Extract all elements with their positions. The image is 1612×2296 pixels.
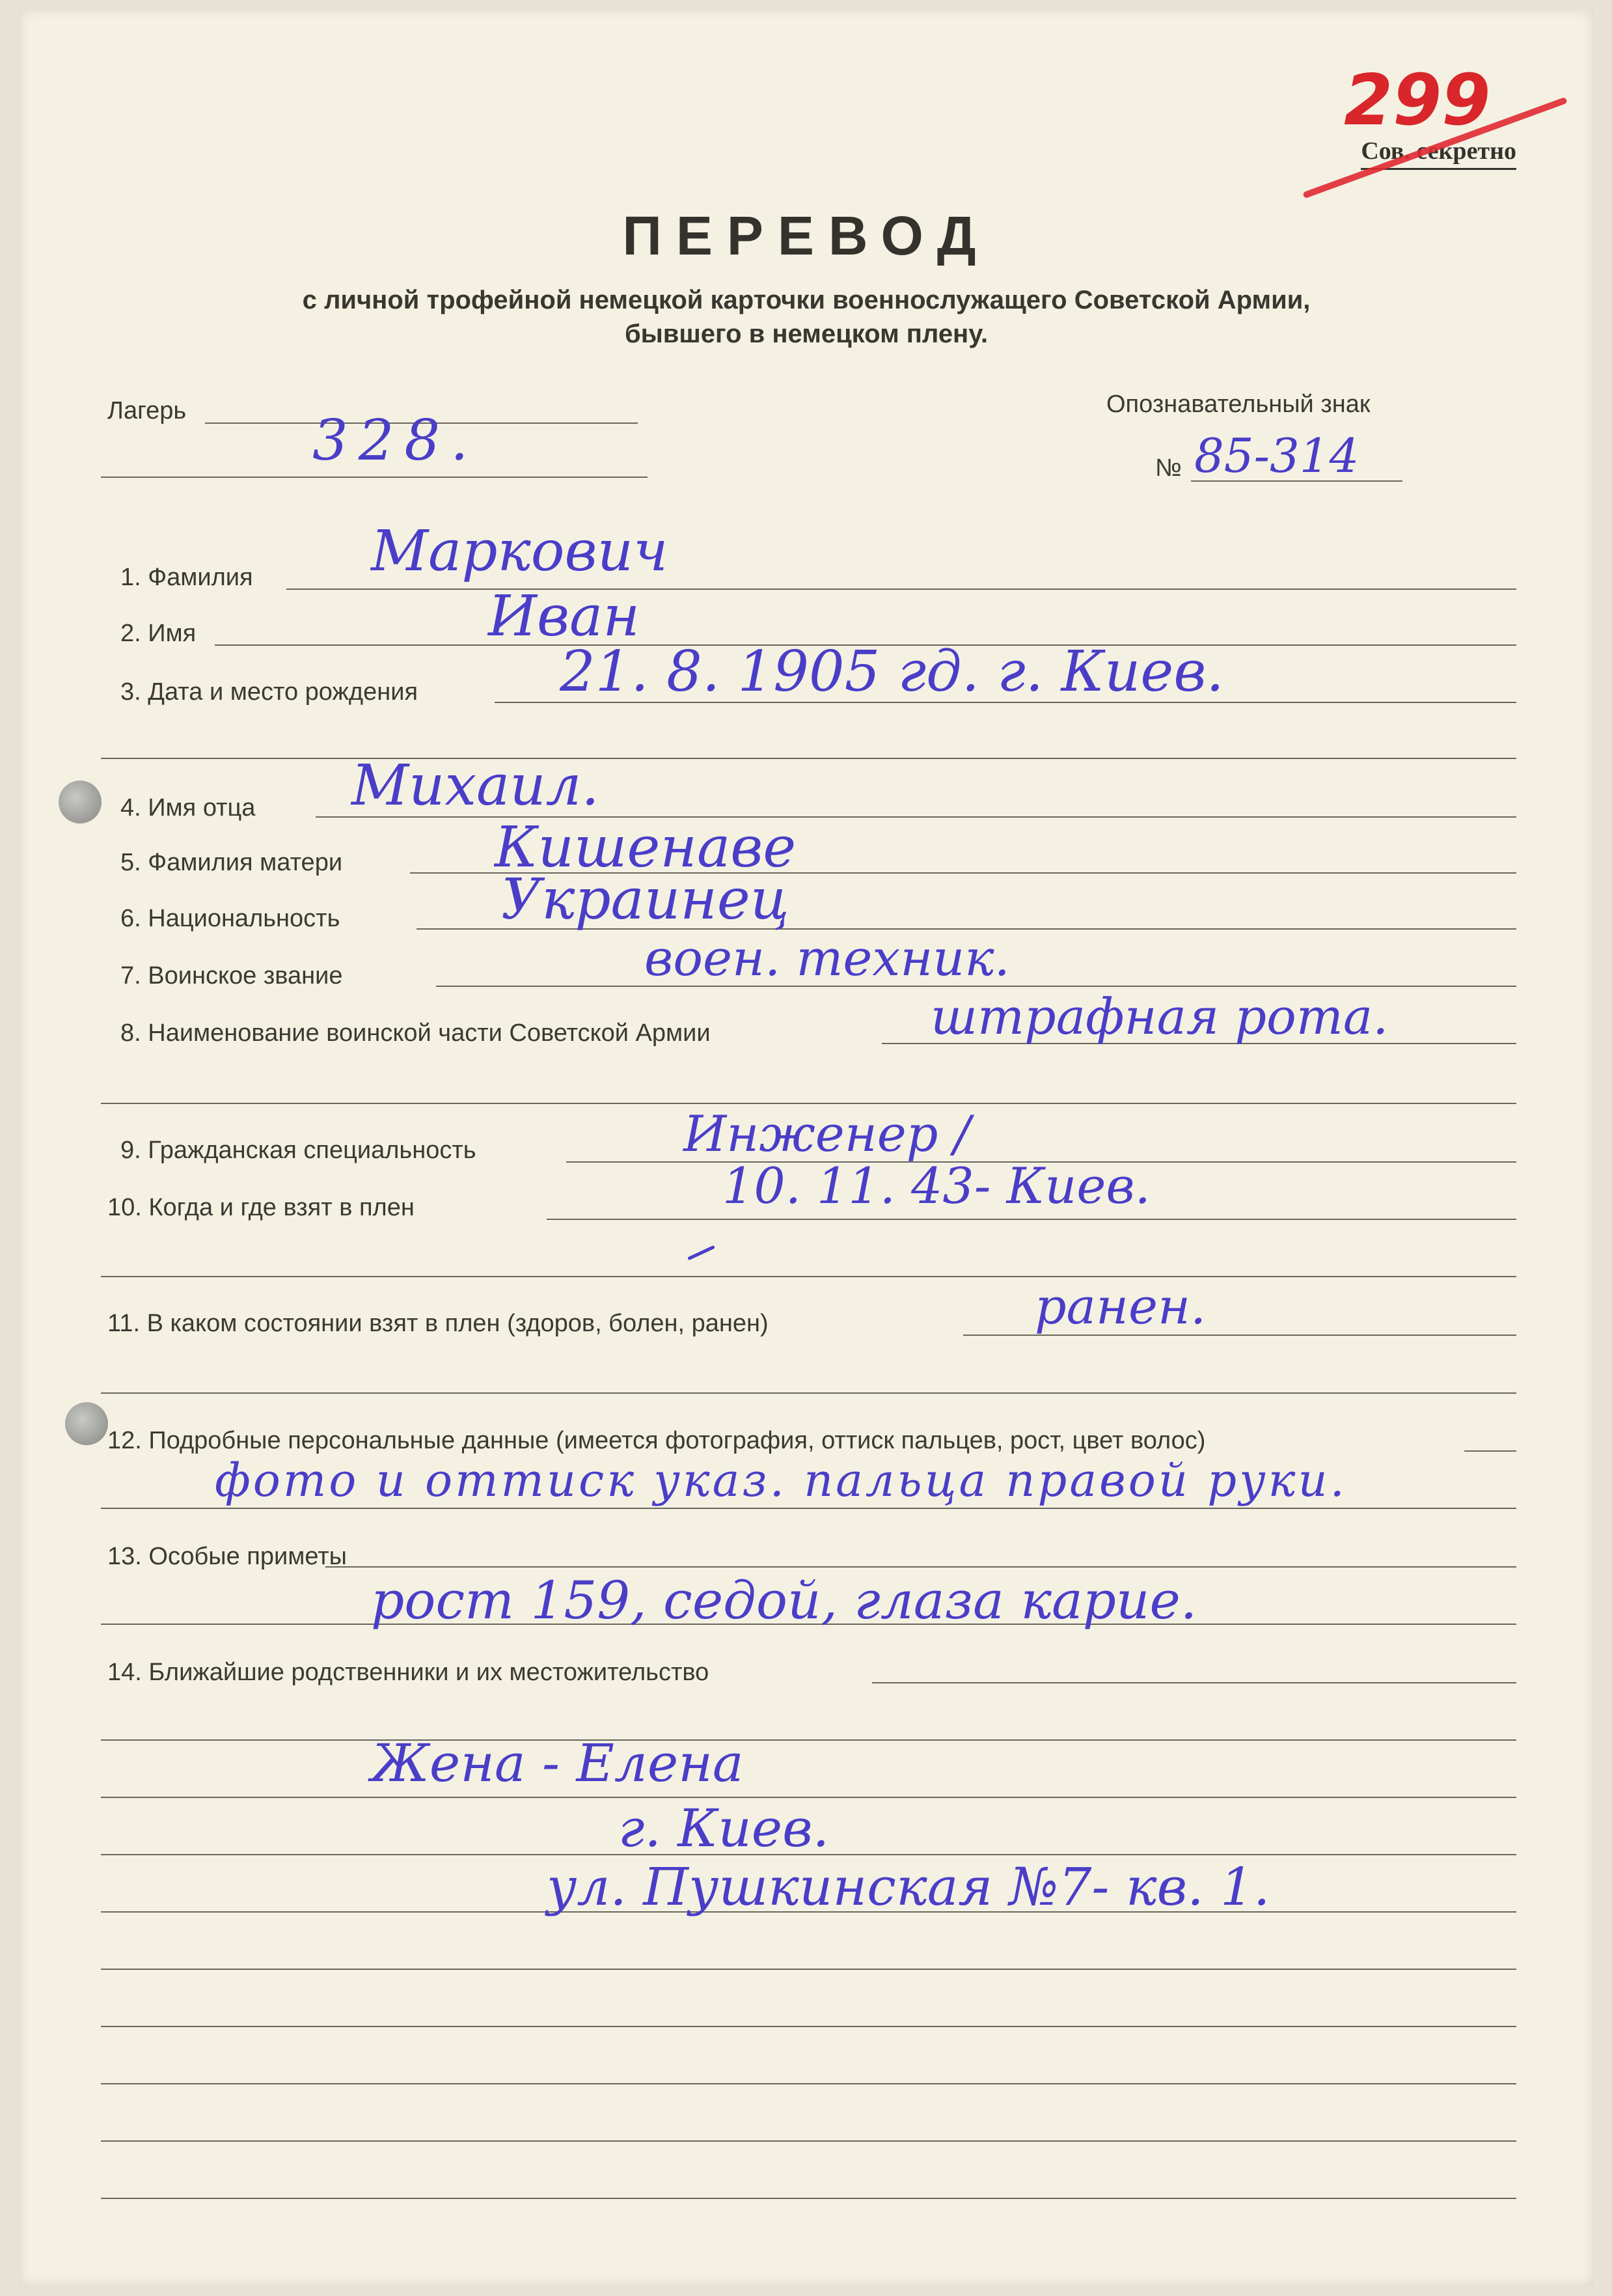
field-12-label: 12. Подробные персональные данные (имеется фотография, оттиск пальцев, рост, цвет волос) [107, 1427, 1206, 1454]
field-10-extra-rule [101, 1276, 1516, 1277]
field-10-value: 10. 11. 43- Киев. [722, 1157, 1151, 1215]
field-14-label: 14. Ближайшие родственники и их местожительство [107, 1659, 709, 1686]
translation-form-page [20, 9, 1593, 2286]
field-1-rule [286, 588, 1516, 590]
relatives-line-2: г. Киев. [618, 1798, 830, 1859]
field-9-value: Инженер / [683, 1105, 971, 1163]
field-1-label: 1. Фамилия [120, 564, 253, 591]
field-12-rule-2 [101, 1508, 1516, 1509]
camp-value: 328. [312, 408, 479, 473]
field-5-value: Кишенаве [495, 815, 797, 880]
camp-rule-2 [101, 477, 648, 478]
id-label: Опознавательный знак [1106, 391, 1371, 418]
document-subtitle-line1: с личной трофейной немецкой карточки военнослужащего Советской Армии, [302, 286, 1311, 314]
field-13-label: 13. Особые приметы [107, 1543, 347, 1570]
field-3-value: 21. 8. 1905 гд. г. Киев. [560, 639, 1224, 704]
field-4-value: Михаил. [351, 753, 599, 818]
relatives-rule-6 [101, 2026, 1516, 2027]
relatives-rule-7 [101, 2083, 1516, 2084]
field-2-label: 2. Имя [120, 620, 197, 647]
punch-hole-top [59, 781, 102, 823]
field-8-value: штрафная рота. [931, 988, 1389, 1045]
camp-label: Лагерь [107, 397, 187, 424]
field-13-rule [325, 1566, 1516, 1568]
id-number-value: 85-314 [1194, 428, 1359, 483]
relatives-line-3: ул. Пушкинская №7- кв. 1. [547, 1857, 1270, 1917]
relatives-rule-1 [101, 1739, 1516, 1741]
punch-hole-bottom [65, 1402, 108, 1445]
field-10-label: 10. Когда и где взят в плен [107, 1194, 415, 1221]
red-document-number: 299 [1344, 60, 1491, 141]
field-11-extra-rule [101, 1392, 1516, 1394]
field-2-value: Иван [488, 584, 640, 649]
relatives-rule-9 [101, 2198, 1516, 2199]
field-12-value: фото и оттиск указ. пальца правой руки. [215, 1454, 1347, 1507]
field-3-extra-rule [101, 758, 1516, 759]
relatives-rule-5 [101, 1969, 1516, 1970]
field-14-rule [872, 1682, 1516, 1683]
field-6-label: 6. Национальность [120, 905, 340, 932]
document-title: ПЕРЕВОД [622, 205, 990, 266]
field-7-label: 7. Воинское звание [120, 962, 343, 989]
field-4-label: 4. Имя отца [120, 794, 256, 822]
field-11-value: ранен. [1035, 1277, 1207, 1335]
field-1-value: Маркович [371, 519, 668, 584]
field-12-rule [1464, 1450, 1516, 1452]
pen-tick-mark [687, 1245, 715, 1261]
id-number-prefix: № [1155, 454, 1182, 482]
secret-stamp: Сов. секретно [1361, 137, 1516, 170]
field-6-value: Украинец [501, 867, 789, 932]
field-8-label: 8. Наименование воинской части Советской Армии [120, 1019, 711, 1047]
field-10-rule [547, 1219, 1516, 1220]
document-subtitle-line2: бывшего в немецком плену. [624, 320, 989, 348]
field-8-extra-rule [101, 1103, 1516, 1104]
field-3-label: 3. Дата и место рождения [120, 678, 418, 706]
field-11-label: 11. В каком состоянии взят в плен (здоров, болен, ранен) [107, 1310, 769, 1337]
field-7-value: воен. техник. [644, 929, 1010, 987]
field-5-label: 5. Фамилия матери [120, 849, 343, 876]
field-9-label: 9. Гражданская специальность [120, 1137, 476, 1164]
relatives-line-1: Жена - Елена [371, 1733, 744, 1793]
relatives-rule-8 [101, 2140, 1516, 2142]
field-13-value: рост 159, седой, глаза карие. [371, 1570, 1197, 1631]
